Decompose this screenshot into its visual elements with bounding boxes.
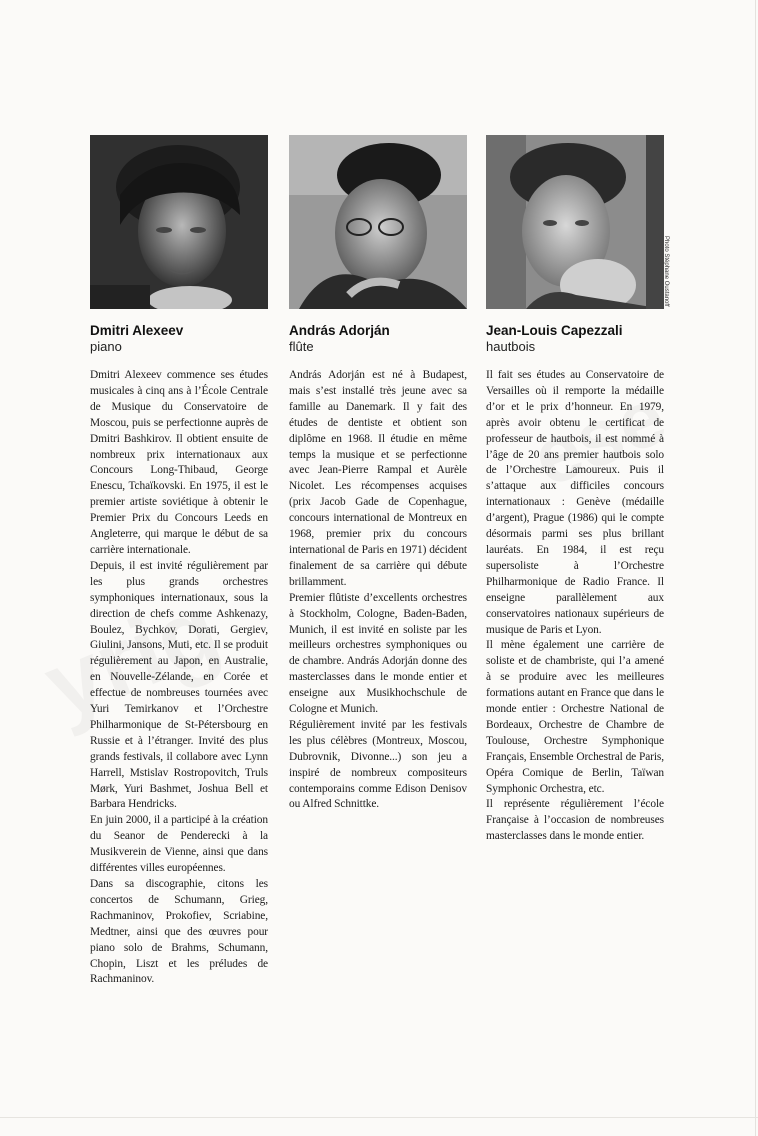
artist-biography [90, 368, 268, 988]
bio-paragraph: Régulièrement invité par les festivals les plus célèbres (Montreux, Moscou, Dubrovnik, Divonne...) son jeu a inspiré de nombreux compositeurs contemporains comme Edison Denisov ou Alfred Schnittke. [289, 718, 467, 811]
artist-name: Dmitri Alexeev [90, 323, 184, 338]
page-edge-right [755, 0, 756, 1136]
bio-paragraph: Dmitri Alexeev commence ses études musicales à cinq ans à l’École Centrale de Musique du Conservatoire de Moscou, puis se perfectionne auprès de Dmitri Bashkirov. Il obtient ensuite de nombreux prix internationaux aux Concours Long-Thibaud, George Enescu, Tchaïkovski. En 1975, il est le premier artiste soviétique à obtenir le Premier Prix du Concours Leeds en Angleterre, qui marque le début de sa carrière internationale. [90, 369, 268, 556]
artist-instrument: piano [90, 339, 122, 354]
artist-instrument: flûte [289, 339, 314, 354]
page-edge-bottom [0, 1117, 758, 1118]
artist-column-alexeev [90, 135, 268, 988]
artist-column-capezzali [486, 135, 664, 845]
bio-paragraph: Il représente régulièrement l’école Française à l’occasion de nombreuses masterclasses dans le monde entier. [486, 798, 664, 843]
bio-paragraph: Premier flûtiste d’excellents orchestres à Stockholm, Cologne, Baden-Baden, Munich, il est invité en soliste par les meilleurs orchestres symphoniques ou de chambre. András Adorján donne des masterclasses dans le monde entier et enseigne aux Musikhochschule de Cologne et Munich. [289, 591, 467, 716]
portrait-photo-alexeev [90, 135, 268, 309]
bio-paragraph: Il fait ses études au Conservatoire de Versailles où il remporte la médaille d’or et le prix d’honneur. En 1979, après avoir obtenu le certificat de professeur de hautbois, il est nommé à l’âge de 20 ans premier hautbois solo de l’Orchestre Lamoureux. Puis il s’attaque aux difficiles concours internationaux : Genève (médaille d’argent), Prague (1986) qui le compte désormais parmi ses plus brillant lauréats. En 1984, il est reçu supersoliste à l’Orchestre Philharmonique de Radio France. Il enseigne parallèlement aux conservatoires nationaux supérieurs de musique de Paris et Lyon. [486, 369, 664, 636]
photo-credit: Photo Stéphane Oustanoff [663, 236, 669, 307]
bio-paragraph: Dans sa discographie, citons les concertos de Schumann, Grieg, Rachmaninov, Prokofiev, Scriabine, Medtner, ainsi que des œuvres pour piano solo de Brahms, Schumann, Chopin, Liszt et les préludes de Rachmaninov. [90, 878, 268, 986]
artist-biography [289, 368, 467, 813]
bio-paragraph: Il mène également une carrière de soliste et de chambriste, qui l’a amené à se produire avec les meilleures formations autant en France que dans le monde entier : Orchestre National de Bordeaux, Orchestre de Chambre de Toulouse, Orchestre Symphonique Français, Ensemble Orchestral de Paris, Opéra Comique de Berlin, Taïwan Symphonic Orchestra, etc. [486, 639, 664, 795]
portrait-photo-capezzali [486, 135, 664, 309]
bio-paragraph: András Adorján est né à Budapest, mais s’est installé très jeune avec sa famille au Danemark. Il y fait des études de dentiste et obtient son diplôme en 1968. Il étudie en même temps la musique et se perfectionne avec Jean-Pierre Rampal et Aurèle Nicolet. Les récompenses acquises (prix Jacob Gade de Copenhague, concours international de Montreux en 1968, premier prix du concours international de Paris en 1971) décident finalement de sa carrière qui débute brillamment. [289, 369, 467, 588]
artist-name: Jean-Louis Capezzali [486, 323, 623, 338]
artist-name: András Adorján [289, 323, 390, 338]
artist-biography [486, 368, 664, 845]
bio-paragraph: En juin 2000, il a participé à la création du Seanor de Penderecki à la Musikverein de Vienne, ainsi que dans différentes villes européennes. [90, 814, 268, 875]
artist-column-adorjan [289, 135, 467, 813]
bio-paragraph: Depuis, il est invité régulièrement par les plus grands orchestres symphoniques internationaux, sous la direction de chefs comme Ashkenazy, Boulez, Bychkov, Dorati, Gergiev, Giulini, Jansons, Muti, etc. Il se produit régulièrement au Japon, en Australie, en Nouvelle-Zélande, en Corée et effectue de nombreuses tournées avec Yuri Temirkanov et l’Orchestre Philharmonique de St-Pétersbourg en Russie et à l’étranger. Invité des plus grands festivals, il collabore avec Lynn Harrell, Mstislav Rostropovitch, Truls Mørk, Yuri Bashmet, Joshua Bell et Barbara Hendricks. [90, 559, 268, 811]
artist-instrument: hautbois [486, 339, 536, 354]
portrait-photo-adorjan [289, 135, 467, 309]
